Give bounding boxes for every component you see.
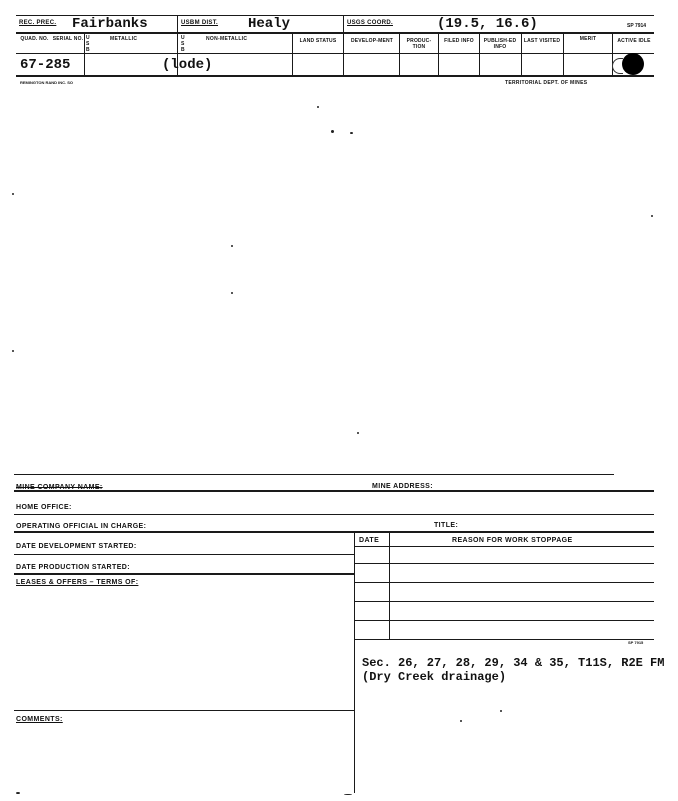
nonmetallic-label: NON-METALLIC	[206, 36, 248, 42]
development-label: DEVELOP-MENT	[350, 38, 394, 44]
usb-letters-2: U S B	[181, 35, 185, 53]
stoppage-row-rule	[354, 620, 654, 621]
stoppage-row-rule	[354, 639, 654, 640]
speck	[331, 130, 334, 133]
speck	[12, 193, 14, 195]
speck	[460, 720, 462, 722]
col-divider-pub	[479, 32, 480, 77]
idle-status-mark	[612, 58, 623, 74]
dev-rule	[14, 554, 354, 555]
header-bottom-rule	[16, 75, 654, 77]
published-info-label: PUBLISH-ED INFO	[483, 38, 517, 50]
usgs-coord-label: USGS COORD.	[347, 20, 393, 26]
operating-official-label: OPERATING OFFICIAL IN CHARGE:	[16, 523, 147, 530]
col-divider-metallic	[84, 32, 85, 77]
metallic-label: METALLIC	[110, 36, 138, 42]
date-prod-started-label: DATE PRODUCTION STARTED:	[16, 564, 130, 571]
speck	[350, 132, 353, 134]
speck	[500, 710, 502, 712]
home-office-label: HOME OFFICE:	[16, 504, 72, 511]
speck	[651, 215, 653, 217]
production-label: PRODUC-TION	[406, 38, 432, 50]
quad-serial-value: 67-285	[20, 57, 71, 73]
speck	[231, 292, 233, 294]
header-rule-3	[16, 53, 654, 54]
form-code-top: SP 7914	[627, 23, 647, 29]
col-divider-usgs	[343, 15, 344, 77]
stoppage-row-rule	[354, 546, 654, 547]
dept-line: TERRITORIAL DEPT. OF MINES	[505, 80, 588, 86]
col-divider-prod	[399, 32, 400, 77]
usbm-dist-label: USBM DIST.	[181, 20, 219, 26]
quad-label: QUAD. NO.	[20, 36, 49, 42]
metallic-value: (lode)	[162, 57, 213, 73]
official-rule	[14, 531, 654, 533]
rec-prec-label: REC. PREC.	[19, 20, 57, 26]
rec-prec-value: Fairbanks	[72, 16, 148, 32]
speck	[357, 432, 359, 434]
stoppage-row-rule	[354, 582, 654, 583]
col-divider-merit	[563, 32, 564, 77]
mine-address-label: MINE ADDRESS:	[372, 483, 433, 490]
leases-label: LEASES & OFFERS – TERMS OF:	[16, 579, 139, 586]
usb-letters-1: U S B	[86, 35, 90, 53]
location-line-1: Sec. 26, 27, 28, 29, 34 & 35, T11S, R2E FM	[362, 656, 665, 670]
merit-label: MERIT	[579, 36, 597, 42]
date-dev-started-label: DATE DEVELOPMENT STARTED:	[16, 543, 137, 550]
form-code-bottom: SP 7915	[628, 640, 644, 645]
col-divider-land	[292, 32, 293, 77]
col-divider-filed	[438, 32, 439, 77]
mine-company-label: MINE COMPANY NAME:	[16, 484, 103, 491]
active-status-dot	[622, 53, 644, 75]
form-top-rule	[14, 474, 614, 475]
comments-label: COMMENTS:	[16, 716, 63, 723]
header-rule-2	[16, 32, 654, 34]
col-divider-visited	[521, 32, 522, 77]
printer-line: REMINGTON RAND INC. SO	[20, 80, 74, 85]
stoppage-row-rule	[354, 563, 654, 564]
prod-rule	[14, 573, 354, 575]
location-line-2: (Dry Creek drainage)	[362, 670, 507, 684]
leases-bottom-rule	[14, 710, 354, 711]
date-col-divider	[389, 533, 390, 640]
speck	[317, 106, 319, 108]
active-idle-label: ACTIVE IDLE	[617, 38, 651, 44]
usgs-coord-value: (19.5, 16.6)	[437, 16, 538, 32]
stoppage-row-rule	[354, 601, 654, 602]
date-col-label: DATE	[359, 537, 380, 544]
filed-info-label: FILED INFO	[444, 38, 474, 44]
speck	[344, 794, 352, 795]
last-visited-label: LAST VISITED	[523, 38, 561, 44]
reason-col-label: REASON FOR WORK STOPPAGE	[452, 537, 573, 544]
speck	[16, 792, 20, 794]
serial-label: SERIAL NO.	[52, 36, 84, 42]
title-label: TITLE:	[434, 522, 459, 529]
home-office-rule	[14, 514, 654, 515]
company-rule	[14, 490, 654, 492]
speck	[12, 350, 14, 352]
speck	[231, 245, 233, 247]
center-divider	[354, 533, 355, 793]
land-status-label: LAND STATUS	[299, 38, 337, 44]
usbm-dist-value: Healy	[248, 16, 291, 32]
